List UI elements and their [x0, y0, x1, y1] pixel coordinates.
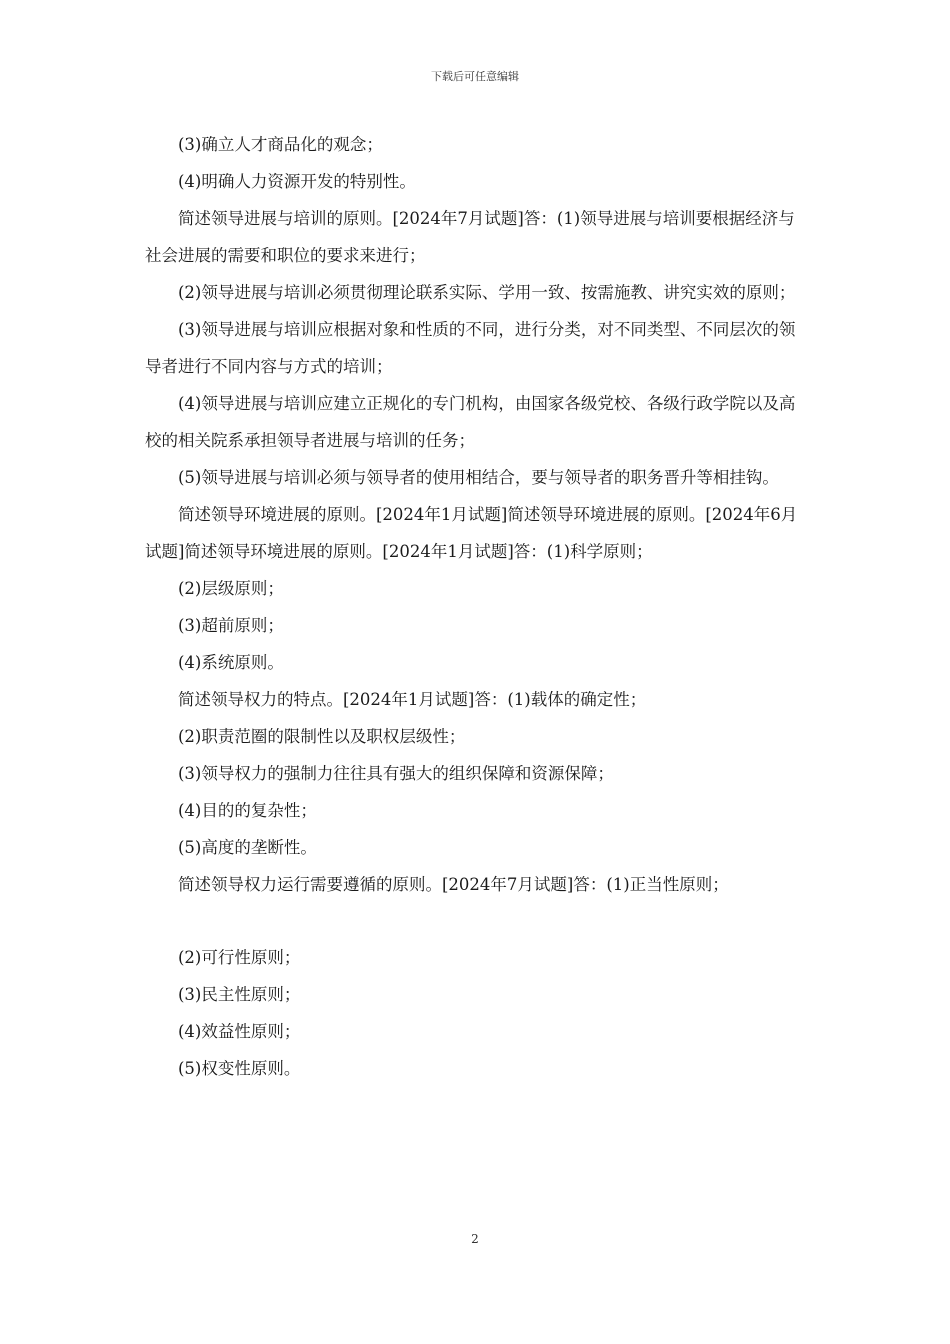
paragraph: (2)层级原则；	[178, 579, 284, 598]
paragraph: (3)领导进展与培训应根据对象和性质的不同，进行分类，对不同类型、不同层次的领导者进行不同内容与方式的培训；	[145, 320, 796, 376]
page-header: 下载后可任意编辑	[431, 70, 519, 83]
paragraph: 简述领导权力的特点。[2024年1月试题]答：(1)载体的确定性；	[178, 690, 647, 709]
paragraph: 简述领导权力运行需要遵循的原则。[2024年7月试题]答：(1)正当性原则；	[178, 875, 729, 894]
paragraph: (4)明确人力资源开发的特别性。	[178, 172, 416, 191]
document-body	[145, 126, 809, 1087]
paragraph: (2)可行性原则；	[178, 948, 301, 967]
paragraph: (3)民主性原则；	[178, 985, 301, 1004]
paragraph: (3)确立人才商品化的观念；	[178, 135, 383, 154]
paragraph: (5)高度的垄断性。	[178, 838, 317, 857]
paragraph: (3)超前原则；	[178, 616, 284, 635]
paragraph: 简述领导进展与培训的原则。[2024年7月试题]答：(1)领导进展与培训要根据经济与社会进展的需要和职位的要求来进行；	[145, 209, 795, 265]
paragraph: (5)权变性原则。	[178, 1059, 301, 1078]
page-number: 2	[471, 1232, 479, 1246]
paragraph: 简述领导环境进展的原则。[2024年1月试题]简述领导环境进展的原则。[2024年6月试题]简述领导环境进展的原则。[2024年1月试题]答：(1)科学原则；	[145, 505, 798, 561]
paragraph: (3)领导权力的强制力往往具有强大的组织保障和资源保障；	[178, 764, 614, 783]
paragraph: (4)效益性原则；	[178, 1022, 301, 1041]
blank-line	[145, 903, 809, 939]
paragraph: (4)领导进展与培训应建立正规化的专门机构，由国家各级党校、各级行政学院以及高校的相关院系承担领导者进展与培训的任务；	[145, 394, 796, 450]
paragraph: (4)目的的复杂性；	[178, 801, 317, 820]
paragraph: (5)领导进展与培训必须与领导者的使用相结合，要与领导者的职务晋升等相挂钩。	[178, 468, 779, 487]
paragraph: (4)系统原则。	[178, 653, 284, 672]
paragraph: (2)领导进展与培训必须贯彻理论联系实际、学用一致、按需施教、讲究实效的原则；	[178, 283, 796, 302]
paragraph: (2)职责范圈的限制性以及职权层级性；	[178, 727, 466, 746]
